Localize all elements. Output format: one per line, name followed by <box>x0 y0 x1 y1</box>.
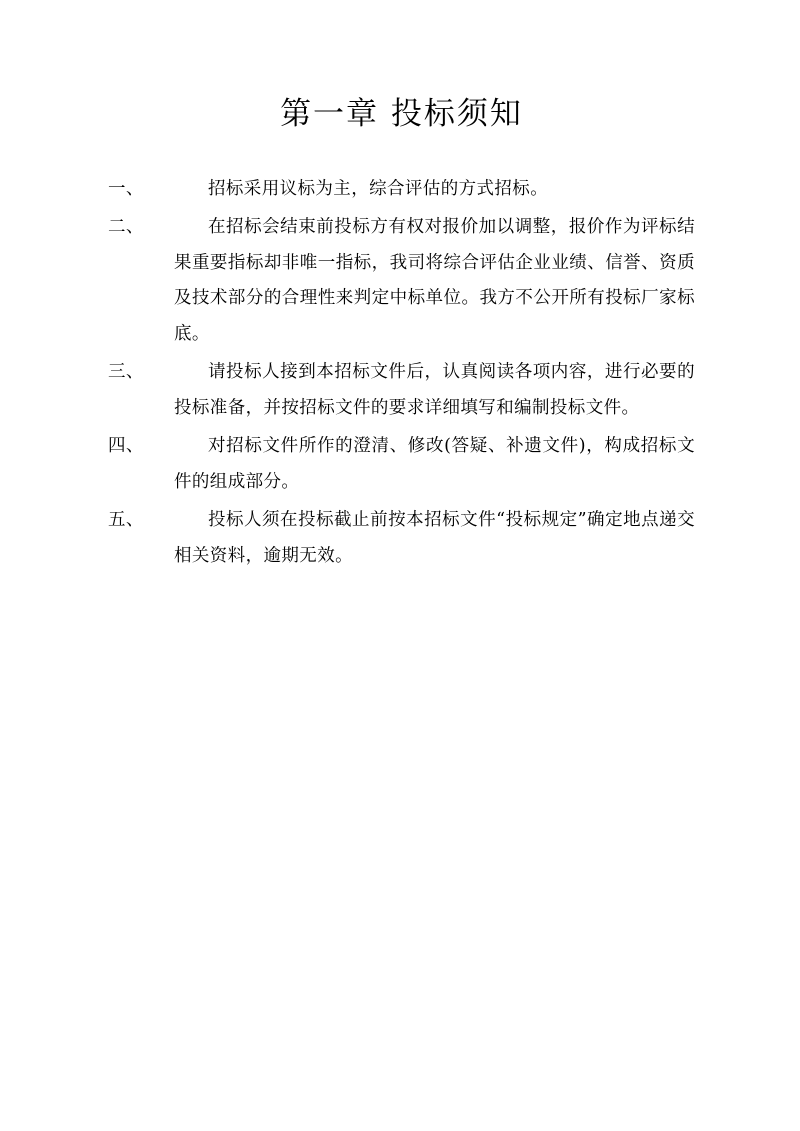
clause-marker: 四、 <box>108 435 144 456</box>
clause-item <box>108 503 695 575</box>
page-title: 第一章 投标须知 <box>280 96 523 132</box>
clause-marker: 三、 <box>108 362 144 383</box>
clause-marker: 一、 <box>108 178 144 199</box>
clause-item <box>108 172 695 208</box>
clause-text: 招标采用议标为主，综合评估的方式招标。 <box>208 178 549 199</box>
clause-text: 对招标文件所作的澄清、修改(答疑、补遗文件)，构成招标文件的组成部分。 <box>174 435 695 492</box>
clause-item <box>108 429 695 501</box>
clause-item <box>108 210 695 354</box>
clause-marker: 二、 <box>108 216 144 237</box>
clause-text: 在招标会结束前投标方有权对报价加以调整，报价作为评标结果重要指标却非唯一指标，我司将综合评估企业业绩、信誉、资质及技术部分的合理性来判定中标单位。我方不公开所有投标厂家标底。 <box>174 216 695 345</box>
clause-text: 投标人须在投标截止前按本招标文件“投标规定”确定地点递交相关资料，逾期无效。 <box>174 509 695 566</box>
clause-item <box>108 355 695 427</box>
clause-text: 请投标人接到本招标文件后，认真阅读各项内容，进行必要的投标准备，并按招标文件的要求详细填写和编制投标文件。 <box>174 362 695 418</box>
clause-list <box>108 172 695 575</box>
clause-marker: 五、 <box>108 509 144 530</box>
